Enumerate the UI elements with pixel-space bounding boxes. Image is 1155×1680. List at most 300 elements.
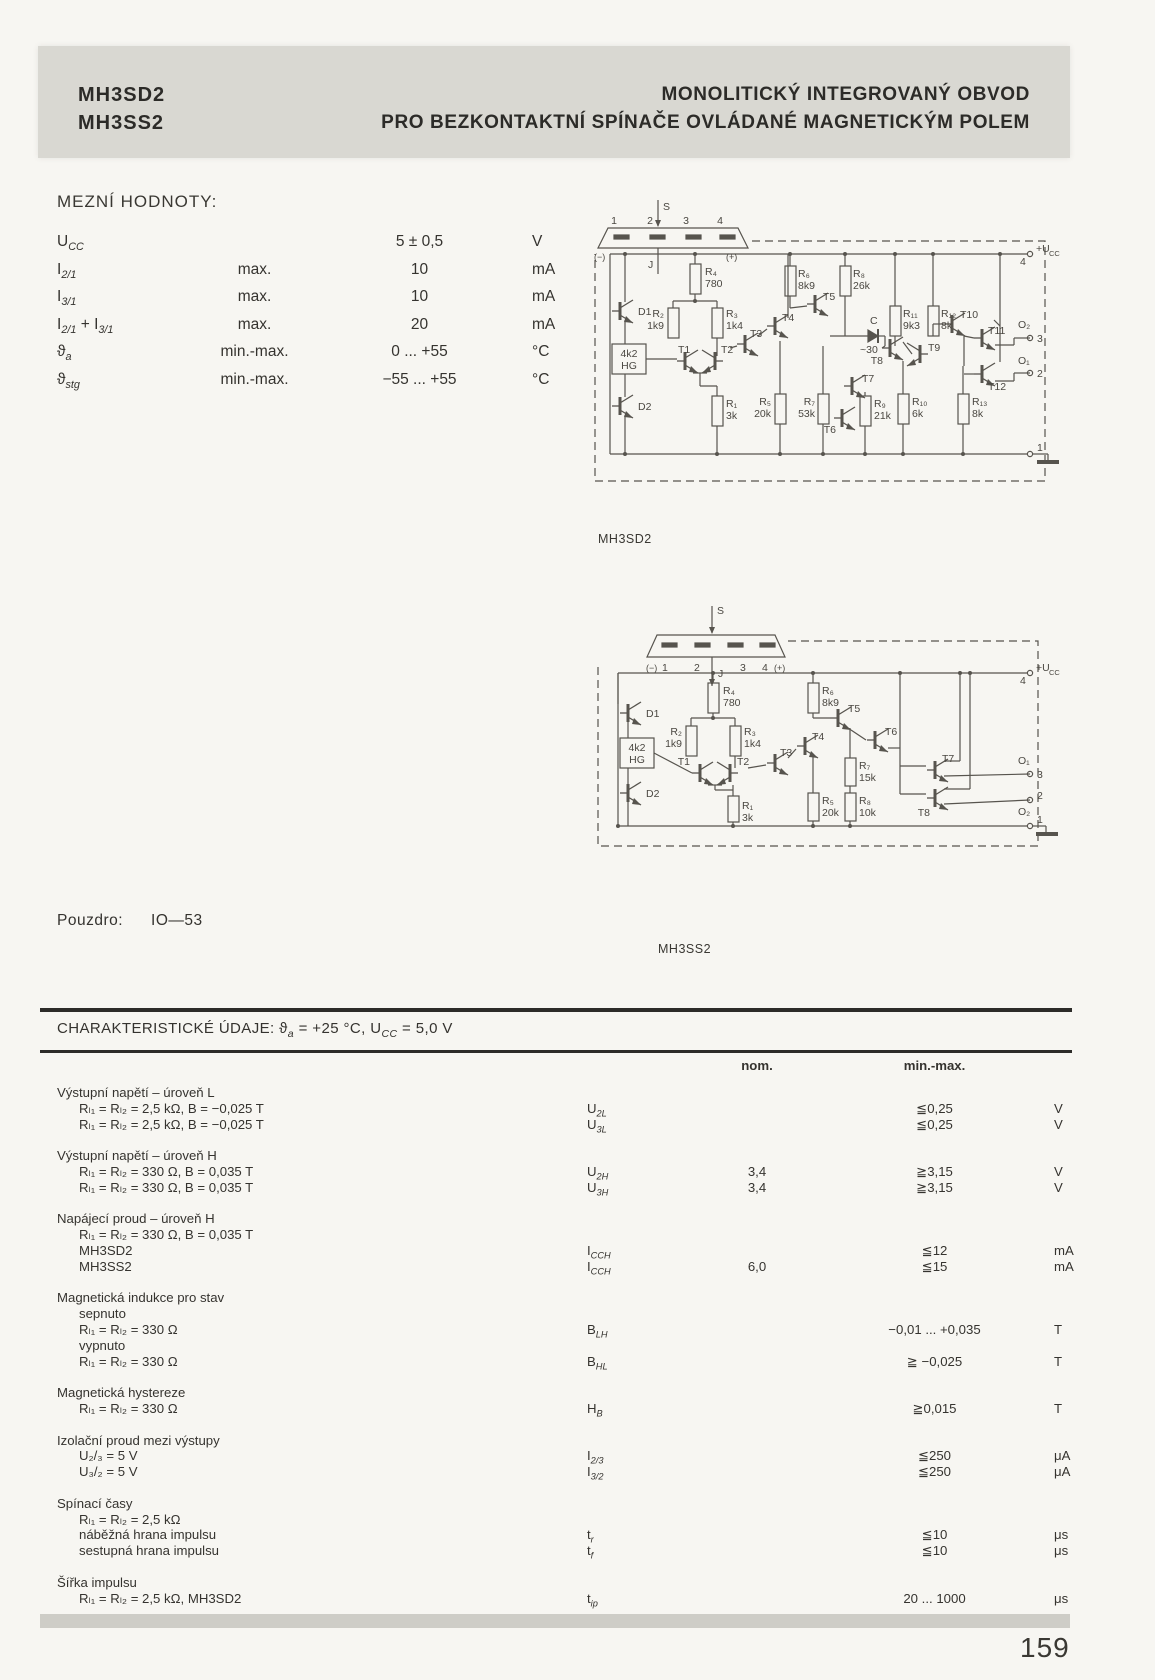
- ss2-r3-name: R₃: [744, 726, 756, 738]
- sd2-j-label: J: [648, 259, 654, 271]
- char-condition: Napájecí proud – úroveň H: [57, 1211, 215, 1227]
- footer-bar: [40, 1614, 1070, 1628]
- ss2-plus-label: (+): [774, 663, 786, 673]
- char-unit: [1042, 1559, 1074, 1575]
- package-label: Pouzdro:: [57, 912, 124, 929]
- limit-symbol: $ϑ_{stg}$: [57, 370, 80, 391]
- char-symbol: [587, 1290, 687, 1306]
- char-condition: Rₗ₁ = Rₗ₂ = 2,5 kΩ, MH3SD2: [79, 1590, 242, 1606]
- ss2-r8-name: R₈: [859, 795, 871, 807]
- char-nominal: [687, 1132, 827, 1148]
- limit-row: [57, 366, 587, 394]
- characteristics-title: CHARAKTERISTICKÉ ÚDAJE: $ϑ_a = +25$ °C, $U_{CC} = 5,0$ V: [57, 1020, 453, 1040]
- char-condition: Rₗ₁ = Rₗ₂ = 2,5 kΩ, B = −0,025 T: [79, 1116, 264, 1132]
- char-symbol: $I_{CCH}$: [587, 1258, 611, 1277]
- char-row: [40, 1480, 1074, 1496]
- limit-symbol: $I_{2/1} + I_{3/1}$: [57, 315, 114, 336]
- limit-unit: °C: [532, 343, 550, 360]
- char-row: [40, 1101, 1074, 1117]
- char-symbol: $U_{2H}$: [587, 1163, 609, 1182]
- sd2-r6-value: 8k9: [798, 280, 815, 292]
- rule-top: [40, 1008, 1072, 1012]
- char-condition: [40, 1559, 587, 1575]
- char-minmax: ≦15: [921, 1258, 948, 1274]
- char-nominal: [687, 1464, 827, 1480]
- sd2-r6-name: R₆: [798, 268, 810, 280]
- limit-unit: mA: [532, 288, 556, 305]
- limit-value: 10: [410, 288, 429, 305]
- char-symbol: $U_{3L}$: [587, 1116, 607, 1135]
- char-unit: [1042, 1575, 1074, 1591]
- schematic-mh3ss2: [590, 578, 1060, 878]
- sd2-r13-value: 8k: [972, 408, 984, 420]
- char-row: [40, 1148, 1074, 1164]
- characteristics-rows: [40, 1085, 1074, 1609]
- char-row: [40, 1512, 1074, 1528]
- ss2-pin3-label: 3: [740, 662, 746, 674]
- sd2-r1-value: 3k: [726, 410, 738, 422]
- char-row: [40, 1338, 1074, 1354]
- char-row: [40, 1417, 1074, 1433]
- ss2-d1-label: D1: [646, 708, 660, 720]
- char-nominal: [687, 1306, 827, 1322]
- char-symbol: [587, 1385, 687, 1401]
- char-row: [40, 1401, 1074, 1417]
- limit-symbol: $U_{CC}$: [57, 233, 84, 254]
- char-minmax: −0,01 ... +0,035: [888, 1321, 981, 1337]
- sd2-r4-value: 780: [705, 278, 723, 290]
- char-row: [40, 1180, 1074, 1196]
- limit-symbol: $I_{2/1}$: [57, 260, 77, 281]
- char-minmax: [827, 1290, 1042, 1306]
- char-unit: [1042, 1227, 1074, 1243]
- char-unit: mA: [1054, 1258, 1074, 1274]
- char-nominal: [687, 1275, 827, 1291]
- char-unit: V: [1054, 1163, 1063, 1179]
- ss2-minus-label: (−): [646, 663, 658, 673]
- char-unit: [1042, 1085, 1074, 1101]
- ss2-j-label: J: [718, 668, 724, 680]
- char-unit: [1042, 1211, 1074, 1227]
- char-nominal: [687, 1512, 827, 1528]
- ss2-r3-value: 1k4: [744, 738, 761, 750]
- ss2-r6-name: R₆: [822, 685, 834, 697]
- limit-unit: mA: [532, 315, 556, 333]
- sd2-r1-name: R₁: [726, 398, 738, 410]
- char-symbol: [587, 1559, 687, 1575]
- ss2-pin4-label: 4: [762, 662, 768, 674]
- char-nominal: 3,4: [747, 1163, 767, 1179]
- sd2-t10-label: T10: [960, 309, 979, 321]
- sd2-minus-label: (−): [594, 252, 606, 262]
- char-minmax: [827, 1496, 1042, 1512]
- sd2-ucc-label: +U: [1036, 243, 1050, 255]
- char-symbol: $t_{ip}$: [587, 1590, 598, 1609]
- ss2-t3-label: T3: [780, 747, 793, 759]
- char-symbol: $H_B$: [587, 1400, 603, 1419]
- char-row: [40, 1306, 1074, 1322]
- char-symbol: [587, 1275, 687, 1291]
- package-line: [57, 912, 203, 930]
- sd2-r7-name: R₇: [803, 396, 815, 408]
- char-condition: MH3SD2: [79, 1242, 133, 1258]
- char-unit: T: [1054, 1400, 1063, 1416]
- char-unit: T: [1054, 1353, 1063, 1369]
- model-name-2: MH3SS2: [78, 112, 165, 134]
- ss2-r7-name: R₇: [859, 760, 871, 772]
- char-condition: U₃/₂ = 5 V: [79, 1464, 138, 1480]
- char-row: [40, 1559, 1074, 1575]
- char-unit: [1042, 1306, 1074, 1322]
- sd2-t11-label: T11: [988, 325, 1006, 337]
- char-minmax: [827, 1385, 1042, 1401]
- char-row: [40, 1448, 1074, 1464]
- ss2-r4-value: 780: [723, 697, 741, 709]
- ss2-t2-label: T2: [737, 756, 750, 768]
- char-minmax: [827, 1196, 1042, 1212]
- sd2-s-label: S: [663, 201, 671, 213]
- ss2-r7-value: 15k: [859, 772, 876, 784]
- characteristics-header: [40, 1058, 1074, 1074]
- char-unit: [1042, 1196, 1074, 1212]
- sd2-r10-name: R₁₀: [912, 396, 928, 408]
- limit-row: [57, 311, 587, 339]
- char-row: [40, 1527, 1074, 1543]
- char-nominal: [687, 1559, 827, 1575]
- limit-condition: max.: [237, 260, 272, 278]
- limit-row: [57, 256, 587, 284]
- limit-row: [57, 283, 587, 311]
- char-minmax: ≧3,15: [916, 1179, 953, 1195]
- ss2-t5-label: T5: [848, 703, 861, 715]
- char-minmax: ≧0,015: [912, 1400, 957, 1416]
- sd2-t8-label: T8: [870, 355, 883, 367]
- sd2-c-label: C: [870, 315, 878, 327]
- sd2-hg-line1: 4k2: [620, 348, 638, 360]
- page-title-line2: PRO BEZKONTAKTNÍ SPÍNAČE OVLÁDANÉ MAGNETICKÝM POLEM: [381, 112, 1030, 133]
- char-condition: U₂/₃ = 5 V: [79, 1448, 138, 1464]
- ss2-t7-label: T7: [942, 753, 955, 765]
- char-nominal: [687, 1496, 827, 1512]
- ss2-s-label: S: [717, 605, 725, 617]
- sd2-pin1-label: 1: [611, 215, 617, 227]
- char-symbol: $I_{CCH}$: [587, 1242, 611, 1261]
- sd2-r3-value: 1k4: [726, 320, 743, 332]
- sd2-ucc-sub: CC: [1049, 249, 1060, 258]
- ss2-pin4-terminal: 4: [1020, 675, 1026, 687]
- char-minmax: ≦10: [921, 1543, 948, 1559]
- char-row: [40, 1464, 1074, 1480]
- ss2-hg-line2: HG: [629, 754, 645, 766]
- limit-row: [57, 228, 587, 256]
- char-condition: [40, 1275, 587, 1291]
- limit-value: 10: [410, 260, 429, 278]
- ss2-ucc-label: +U: [1036, 662, 1050, 674]
- char-minmax: ≧ −0,025: [906, 1353, 963, 1369]
- ss2-o2-label: O₂: [1018, 806, 1031, 818]
- char-nominal: 3,4: [747, 1179, 767, 1195]
- char-condition: sepnuto: [79, 1306, 126, 1322]
- ss2-r8-value: 10k: [859, 807, 876, 819]
- char-minmax: ≧3,15: [916, 1163, 953, 1179]
- sd2-pin4-terminal: 4: [1020, 256, 1026, 268]
- char-symbol: [587, 1575, 687, 1591]
- char-row: [40, 1164, 1074, 1180]
- sd2-r11-value: 9k3: [903, 320, 920, 332]
- char-symbol: [587, 1338, 687, 1354]
- char-minmax: [827, 1275, 1042, 1291]
- ss2-pin1-terminal: 1: [1037, 814, 1043, 826]
- char-unit: V: [1054, 1100, 1063, 1116]
- package-value: IO—53: [151, 912, 203, 929]
- char-nominal: [687, 1448, 827, 1464]
- sd2-t1-label: T1: [678, 344, 691, 356]
- char-minmax: ≦250: [917, 1448, 952, 1464]
- schematic1-caption: MH3SD2: [598, 532, 652, 546]
- char-row: [40, 1385, 1074, 1401]
- char-minmax: [827, 1211, 1042, 1227]
- char-minmax: [827, 1306, 1042, 1322]
- char-unit: μs: [1054, 1527, 1069, 1543]
- limit-condition: max.: [237, 288, 272, 305]
- ss2-r2-value: 1k9: [665, 738, 682, 750]
- sd2-r2-value: 1k9: [647, 320, 664, 332]
- char-nominal: [687, 1211, 827, 1227]
- char-unit: [1042, 1417, 1074, 1433]
- char-unit: μA: [1054, 1448, 1071, 1464]
- char-condition: Rₗ₁ = Rₗ₂ = 330 Ω, B = 0,035 T: [79, 1179, 254, 1195]
- ss2-pin1-label: 1: [662, 662, 668, 674]
- char-symbol: [587, 1085, 687, 1101]
- sd2-r11-name: R₁₁: [903, 308, 918, 320]
- limit-values-title: MEZNÍ HODNOTY:: [57, 192, 218, 211]
- sd2-r9-name: R₉: [874, 398, 886, 410]
- char-condition: [40, 1369, 587, 1385]
- char-nominal: [687, 1591, 827, 1607]
- char-condition: Rₗ₁ = Rₗ₂ = 330 Ω: [79, 1400, 178, 1416]
- char-symbol: [587, 1132, 687, 1148]
- sd2-r13-name: R₁₃: [972, 396, 988, 408]
- sd2-r7-value: 53k: [798, 408, 815, 420]
- char-minmax: [827, 1085, 1042, 1101]
- char-nominal: [687, 1369, 827, 1385]
- char-condition: Výstupní napětí – úroveň L: [57, 1085, 215, 1100]
- char-row: [40, 1211, 1074, 1227]
- limit-symbol: $ϑ_a$: [57, 343, 72, 364]
- sd2-r10-value: 6k: [912, 408, 924, 420]
- char-nominal: [687, 1433, 827, 1449]
- sd2-r5-value: 20k: [754, 408, 771, 420]
- char-row: [40, 1227, 1074, 1243]
- sd2-d1-label: D1: [638, 306, 652, 318]
- char-symbol: $I_{3/2}$: [587, 1464, 604, 1482]
- char-nominal: [687, 1117, 827, 1133]
- sd2-d2-label: D2: [638, 401, 652, 413]
- char-symbol: [587, 1227, 687, 1243]
- char-nominal: [687, 1148, 827, 1164]
- char-unit: T: [1054, 1321, 1063, 1337]
- ss2-r6-value: 8k9: [822, 697, 839, 709]
- ss2-ucc-sub: CC: [1049, 668, 1060, 677]
- char-condition: Výstupní napětí – úroveň H: [57, 1148, 217, 1164]
- char-minmax: ≦12: [921, 1242, 948, 1258]
- char-minmax: [827, 1417, 1042, 1433]
- limit-symbol: $I_{3/1}$: [57, 288, 77, 309]
- char-symbol: $I_{2/3}$: [587, 1448, 604, 1466]
- char-condition: Magnetická hystereze: [57, 1385, 186, 1401]
- char-unit: [1042, 1385, 1074, 1401]
- char-minmax: [827, 1148, 1042, 1164]
- char-condition: Rₗ₁ = Rₗ₂ = 330 Ω: [79, 1353, 178, 1369]
- char-minmax: [827, 1559, 1042, 1575]
- char-symbol: [587, 1196, 687, 1212]
- char-row: [40, 1275, 1074, 1291]
- char-minmax: ≦250: [917, 1464, 952, 1480]
- sd2-t2-label: T2: [721, 344, 734, 356]
- sd2-pin3-label: 3: [683, 215, 689, 227]
- char-nominal: [687, 1480, 827, 1496]
- char-row: [40, 1117, 1074, 1133]
- char-row: [40, 1259, 1074, 1275]
- characteristics-table: [40, 1058, 1074, 1609]
- char-unit: [1042, 1338, 1074, 1354]
- char-nominal: [687, 1243, 827, 1259]
- char-minmax: ≦0,25: [916, 1100, 953, 1116]
- sd2-r12-name: R₁₂: [941, 308, 957, 320]
- char-row: [40, 1575, 1074, 1591]
- char-unit: V: [1054, 1179, 1063, 1195]
- char-minmax: [827, 1480, 1042, 1496]
- char-row: [40, 1354, 1074, 1370]
- char-symbol: [587, 1306, 687, 1322]
- char-row: [40, 1496, 1074, 1512]
- char-nominal: [687, 1085, 827, 1101]
- char-nominal: [687, 1101, 827, 1117]
- ss2-r2-name: R₂: [670, 726, 682, 738]
- ss2-o1-label: O₁: [1018, 755, 1030, 767]
- char-symbol: $B_{HL}$: [587, 1353, 608, 1372]
- sd2-plus-label: (+): [726, 252, 738, 262]
- char-symbol: [587, 1512, 687, 1528]
- sd2-t9-label: T9: [928, 342, 941, 354]
- char-condition: Rₗ₁ = Rₗ₂ = 330 Ω, B = 0,035 T: [79, 1163, 254, 1179]
- char-condition: Spínací časy: [57, 1495, 133, 1511]
- char-minmax: [827, 1369, 1042, 1385]
- col-header-minmax: min.-max.: [903, 1058, 966, 1073]
- sd2-pin2-label: 2: [647, 215, 653, 227]
- sd2-o1-label: O₁: [1018, 355, 1030, 367]
- sd2-pin4-label: 4: [717, 215, 723, 227]
- char-minmax: [827, 1433, 1042, 1449]
- limit-values-section: [57, 192, 587, 393]
- char-row: [40, 1433, 1074, 1449]
- limit-condition: [192, 228, 317, 256]
- char-unit: μs: [1054, 1590, 1069, 1606]
- char-unit: μs: [1054, 1543, 1069, 1559]
- char-row: [40, 1243, 1074, 1259]
- char-condition: Rₗ₁ = Rₗ₂ = 330 Ω, B = 0,035 T: [79, 1227, 254, 1243]
- limit-unit: °C: [532, 370, 550, 388]
- char-symbol: [587, 1433, 687, 1449]
- ss2-hg-line1: 4k2: [628, 742, 646, 754]
- char-unit: [1042, 1132, 1074, 1148]
- char-symbol: $U_{2L}$: [587, 1100, 607, 1119]
- ss2-t6-label: T6: [885, 726, 898, 738]
- char-symbol: $U_{3H}$: [587, 1179, 609, 1198]
- char-symbol: [587, 1369, 687, 1385]
- limit-condition: max.: [237, 315, 272, 333]
- limit-value: −55 ... +55: [382, 370, 457, 388]
- sd2-t4-label: T4: [782, 312, 795, 324]
- char-nominal: [687, 1385, 827, 1401]
- char-symbol: [587, 1496, 687, 1512]
- sd2-r8-name: R₈: [853, 268, 865, 280]
- char-symbol: $B_{LH}$: [587, 1321, 608, 1340]
- limit-unit: mA: [532, 260, 556, 278]
- col-header-nom: nom.: [741, 1058, 773, 1073]
- char-condition: MH3SS2: [79, 1258, 132, 1274]
- char-row: [40, 1322, 1074, 1338]
- char-minmax: ≦10: [921, 1527, 948, 1543]
- char-nominal: [687, 1354, 827, 1370]
- model-name-1: MH3SD2: [78, 84, 166, 106]
- schematic2-caption: MH3SS2: [658, 942, 712, 956]
- char-row: [40, 1132, 1074, 1148]
- char-minmax: [827, 1575, 1042, 1591]
- char-unit: [1042, 1480, 1074, 1496]
- char-minmax: ≦0,25: [916, 1116, 953, 1132]
- ss2-r5-name: R₅: [822, 795, 834, 807]
- ss2-r1-name: R₁: [742, 800, 754, 812]
- char-condition: sestupná hrana impulsu: [79, 1543, 220, 1559]
- sd2-r12-value: 8k: [941, 320, 953, 332]
- char-symbol: [587, 1480, 687, 1496]
- char-row: [40, 1591, 1074, 1607]
- char-symbol: $t_f$: [587, 1543, 594, 1561]
- char-row: [40, 1543, 1074, 1559]
- sd2-r9-value: 21k: [874, 410, 891, 422]
- char-condition: Magnetická indukce pro stav: [57, 1290, 225, 1306]
- char-condition: Šířka impulsu: [57, 1574, 137, 1590]
- ss2-t8-label: T8: [917, 807, 930, 819]
- sd2-r8-value: 26k: [853, 280, 870, 292]
- char-minmax: [827, 1132, 1042, 1148]
- char-symbol: $t_r$: [587, 1527, 594, 1545]
- ss2-t1-label: T1: [677, 756, 690, 768]
- char-unit: mA: [1054, 1242, 1074, 1258]
- char-condition: [40, 1132, 587, 1148]
- sd2-pin1-terminal: 1: [1037, 442, 1043, 454]
- char-nominal: 6,0: [747, 1258, 767, 1274]
- char-unit: [1042, 1290, 1074, 1306]
- char-unit: [1042, 1433, 1074, 1449]
- char-nominal: [687, 1417, 827, 1433]
- page-number: 159: [1020, 1632, 1070, 1663]
- char-minmax: 20 ... 1000: [903, 1590, 966, 1606]
- char-nominal: [687, 1338, 827, 1354]
- char-symbol: [587, 1417, 687, 1433]
- char-nominal: [687, 1401, 827, 1417]
- char-minmax: [827, 1512, 1042, 1528]
- char-nominal: [687, 1322, 827, 1338]
- sd2-r3-name: R₃: [726, 308, 738, 320]
- char-unit: V: [1054, 1116, 1063, 1132]
- sd2-o2-label: O₂: [1018, 319, 1031, 331]
- limit-condition: min.-max.: [220, 370, 289, 388]
- schematic-mh3sd2: [590, 196, 1060, 511]
- sd2-out2-label: 2: [1037, 368, 1043, 380]
- char-nominal: [687, 1227, 827, 1243]
